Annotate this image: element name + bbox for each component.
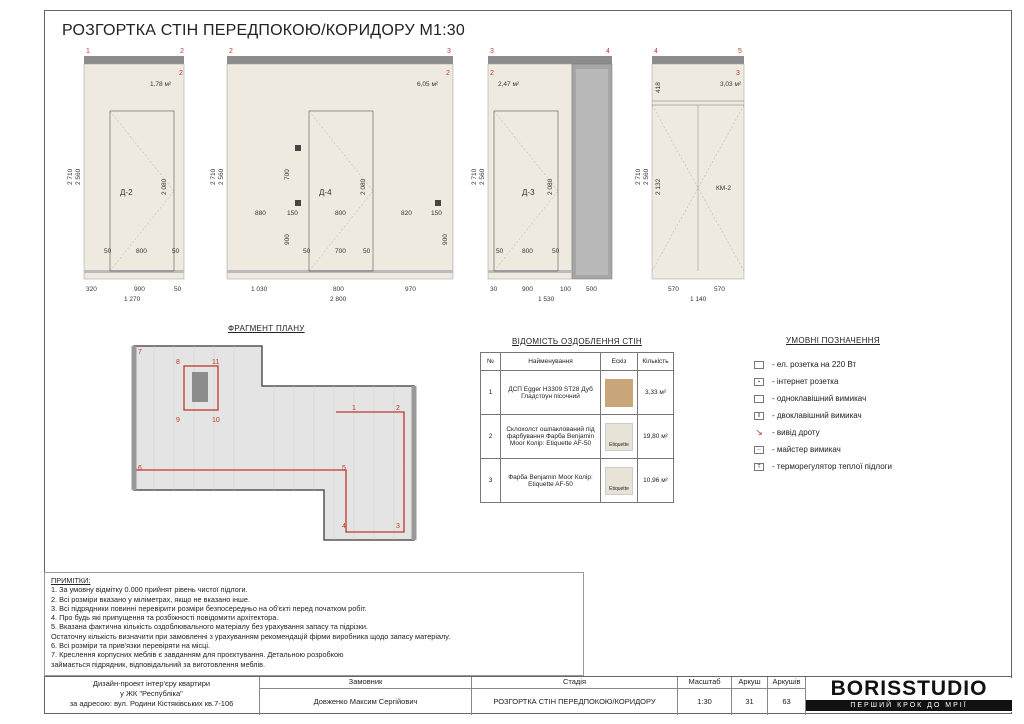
finish-table [480, 352, 674, 503]
internet-socket-icon: ▪ [754, 378, 764, 386]
height-total: 2 710 [471, 168, 478, 185]
col-name: Найменування [501, 353, 601, 371]
elevation-tag-right: 4 [606, 48, 610, 55]
plan-tag-2: 2 [396, 405, 400, 412]
scale-value: 1:30 [678, 689, 732, 715]
table-row: 3 Фарба Benjamin Moor Колір: Etiquette AF-50 Etiquette 10,96 м² [481, 459, 674, 503]
client-name: Довженко Максим Сергійович [260, 689, 472, 715]
note-line: 4. Про будь які припущення та розбіжності повідомити архітектора. [51, 613, 279, 623]
dim-inner-a: 50 [496, 248, 504, 255]
elevation-tag-right: 2 [180, 48, 184, 55]
logo-name: BORISSTUDIO [830, 677, 988, 700]
logo [806, 678, 1012, 712]
note-line: Остаточну кількість визначити при замовленні з урахуванням рекомендацій фірми виробника щодо запасу матеріалу. [51, 631, 451, 641]
door-label: Д-2 [120, 188, 133, 197]
dim-b: 900 [522, 286, 533, 293]
height-900-right: 900 [442, 234, 449, 245]
wire-outlet-icon: ↘ [755, 426, 763, 437]
logo-slogan: ПЕРШИЙ КРОК ДО МРІЇ [806, 700, 1012, 711]
elevation-tag-left: 4 [654, 48, 658, 55]
area-tag: 2 [446, 70, 450, 77]
note-line: 6. Всі розміри та прив'язки перевіряти на місці. [51, 641, 210, 651]
dim-low-b: 700 [335, 248, 346, 255]
elevation-4 [630, 45, 760, 310]
list-item: T - терморегулятор теплої підлоги [754, 458, 892, 475]
notes-heading: ПРИМІТКИ: [51, 576, 91, 585]
plan-tag-11: 11 [212, 359, 220, 366]
list-item: ‖ - двоклавішний вимикач [754, 407, 892, 424]
dim-inner-c: 800 [335, 210, 346, 217]
dim-total: 1 270 [124, 296, 141, 303]
dim-a: 1 030 [251, 286, 268, 293]
scale-header: Масштаб [678, 677, 732, 689]
dim-inner-e: 150 [431, 210, 442, 217]
dim-inner-a: 50 [104, 248, 112, 255]
plan-tag-3: 3 [396, 523, 400, 530]
dim-c: 970 [405, 286, 416, 293]
height-door: 2 080 [161, 178, 168, 195]
height-clear: 2 560 [479, 168, 486, 185]
dim-b: 900 [134, 286, 145, 293]
height-total: 2 710 [210, 168, 217, 185]
note-line: 7. Креслення корпусних меблів є завданням для проєктування. Детальною розробкою [51, 650, 344, 660]
thermostat-icon: T [754, 463, 764, 471]
socket-icon [754, 361, 764, 369]
table-row: 2 Склохолст ошпаклований під фарбування Фарба Benjamin Moor Колір: Etiquette AF-50 Etiquette 19,80 м² [481, 415, 674, 459]
dim-b: 800 [333, 286, 344, 293]
material-swatch-etiquette: Etiquette [605, 467, 633, 495]
wall-area: 3,03 м² [720, 81, 742, 88]
height-clear: 2 560 [218, 168, 225, 185]
elevation-tag-right: 3 [447, 48, 451, 55]
height-door: 2 080 [547, 178, 554, 195]
dim-low-a: 50 [303, 248, 311, 255]
dim-total: 1 140 [690, 296, 707, 303]
plan-heading: ФРАГМЕНТ ПЛАНУ [228, 324, 305, 333]
height-clear: 2 560 [643, 168, 650, 185]
legend-heading: УМОВНІ ПОЗНАЧЕННЯ [786, 336, 880, 345]
dim-inner-c: 50 [552, 248, 560, 255]
elevation-tag-left: 3 [490, 48, 494, 55]
note-line: 5. Вказана фактична кількість оздоблювального матеріалу без урахування запасу та підрізки. [51, 622, 369, 632]
note-line: 3. Всі підрядники повинні перевірити розміри безпосередньо на об'єкті перед початком робіт. [51, 603, 367, 613]
dim-low-c: 50 [363, 248, 371, 255]
list-item: - одноклавішний вимикач [754, 390, 892, 407]
project-info: Дизайн-проект інтер'єру квартири у ЖК "Республіка" за адресою: вул. Родини Кістяківських кв.7-106 [44, 677, 260, 715]
client-header: Замовник [260, 677, 472, 689]
plan-tag-7: 7 [138, 349, 142, 356]
wall-area: 6,05 м² [417, 81, 439, 88]
dim-a: 30 [490, 286, 498, 293]
height-total: 2 710 [67, 168, 74, 185]
elevation-2 [205, 45, 465, 310]
sheets-header: Аркушів [768, 677, 806, 689]
plan-tag-5: 5 [342, 465, 346, 472]
table-row: 1 ДСП Egger H3309 ST28 Дуб Гладстоун пісочний 3,33 м² [481, 371, 674, 415]
area-tag: 2 [179, 70, 183, 77]
dim-c: 100 [560, 286, 571, 293]
height-top: 418 [655, 82, 662, 93]
door-label: Д-3 [522, 188, 535, 197]
dim-inner-b: 800 [136, 248, 147, 255]
plan-tag-1: 1 [352, 405, 356, 412]
elevation-tag-left: 2 [229, 48, 233, 55]
area-tag: 2 [490, 70, 494, 77]
notes-block [44, 572, 584, 676]
dim-inner-a: 880 [255, 210, 266, 217]
dim-total: 1 530 [538, 296, 555, 303]
plan-tag-10: 10 [212, 417, 220, 424]
elevation-tag-left: 1 [86, 48, 90, 55]
height-clear: 2 560 [75, 168, 82, 185]
dim-a: 570 [668, 286, 679, 293]
col-num: № [481, 353, 501, 371]
sheets-value: 63 [768, 689, 806, 715]
sheet-header: Аркуш [732, 677, 768, 689]
dim-inner-d: 820 [401, 210, 412, 217]
wall-area: 1,78 м² [150, 81, 172, 88]
double-switch-icon: ‖ [754, 412, 764, 420]
material-swatch-etiquette: Etiquette [605, 423, 633, 451]
height-700: 700 [284, 169, 291, 180]
elevation-3 [466, 45, 626, 310]
dim-c: 50 [174, 286, 182, 293]
elevation-1 [62, 45, 202, 310]
dim-inner-b: 800 [522, 248, 533, 255]
material-swatch-oak [605, 379, 633, 407]
legend [754, 356, 892, 475]
height-total: 2 710 [635, 168, 642, 185]
door-label: Д-4 [319, 188, 332, 197]
note-line: 1. За умовну відмітку 0.000 прийнят рівень чистої підлоги. [51, 585, 248, 595]
wall-area: 2,47 м² [498, 81, 520, 88]
dim-b: 570 [714, 286, 725, 293]
col-sketch: Ескіз [601, 353, 638, 371]
height-door: 2 080 [360, 178, 367, 195]
plan-fragment [114, 340, 438, 550]
list-item: ◦◦ - майстер вимикач [754, 441, 892, 458]
note-line: 2. Всі розміри вказано у міліметрах, якщо не вказано інше. [51, 594, 250, 604]
cabinet-label: КМ-2 [716, 185, 731, 192]
master-switch-icon: ◦◦ [754, 446, 764, 454]
stage-header: Стадія [472, 677, 678, 689]
dim-total: 2 800 [330, 296, 347, 303]
dim-inner-c: 50 [172, 248, 180, 255]
list-item: ▪ - інтернет розетка [754, 373, 892, 390]
stage-value: РОЗГОРТКА СТІН ПЕРЕДПОКОЮ/КОРИДОРУ [472, 689, 678, 715]
col-qty: Кількість [638, 353, 674, 371]
single-switch-icon [754, 395, 764, 403]
note-line: займається підрядник, відповідальний за виготовлення меблів. [51, 659, 266, 669]
list-item: - ел. розетка на 220 Вт [754, 356, 892, 373]
plan-tag-4: 4 [342, 523, 346, 530]
area-tag: 3 [736, 70, 740, 77]
plan-tag-6: 6 [138, 465, 142, 472]
elevation-tag-right: 5 [738, 48, 742, 55]
dim-a: 320 [86, 286, 97, 293]
dim-d: 500 [586, 286, 597, 293]
finish-heading: ВІДОМІСТЬ ОЗДОБЛЕННЯ СТІН [512, 337, 642, 346]
plan-tag-8: 8 [176, 359, 180, 366]
list-item: ↘ - вивід дроту [755, 426, 820, 437]
height-900: 900 [284, 234, 291, 245]
sheet-value: 31 [732, 689, 768, 715]
plan-tag-9: 9 [176, 417, 180, 424]
height-cabinet: 2 132 [655, 178, 662, 195]
dim-inner-b: 150 [287, 210, 298, 217]
page-title: РОЗГОРТКА СТІН ПЕРЕДПОКОЮ/КОРИДОРУ М1:30 [62, 22, 465, 39]
